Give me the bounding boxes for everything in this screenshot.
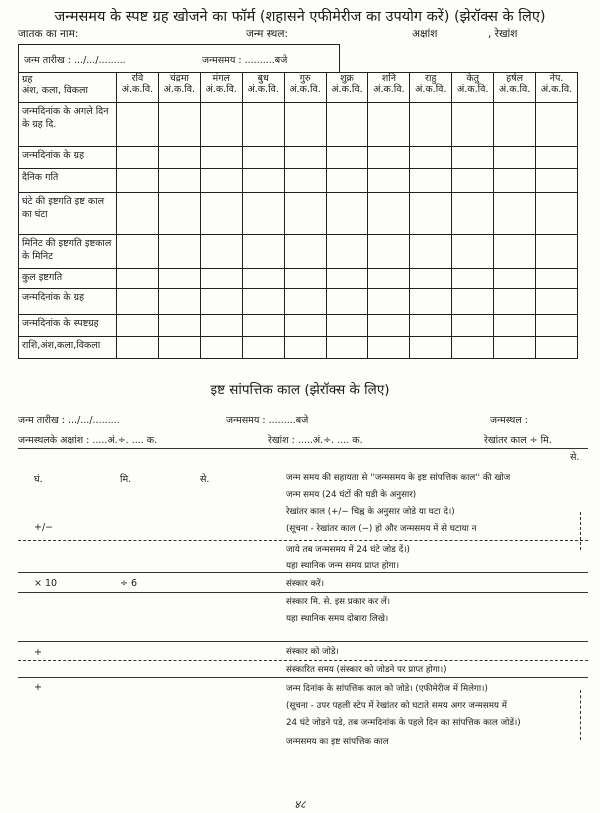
note-5: जाये तब जन्मसमय में 24 घंटे जोड दें।) (286, 545, 410, 555)
value-cell[interactable] (200, 315, 242, 337)
value-cell[interactable] (452, 289, 494, 315)
value-cell[interactable] (117, 337, 159, 359)
planet-unit-label: अं.क.वि. (498, 84, 531, 95)
value-cell[interactable] (368, 289, 410, 315)
planet-name: बुध (257, 73, 269, 84)
note-10: संस्कार को जोडे। (286, 647, 339, 657)
s2-birth-place: जन्मस्थल : (490, 415, 528, 426)
value-cell[interactable] (494, 169, 536, 193)
planet-header (158, 73, 200, 103)
value-cell[interactable] (368, 337, 410, 359)
value-cell[interactable] (494, 103, 536, 147)
value-cell[interactable] (368, 193, 410, 235)
planet-name: नेप. (549, 73, 564, 84)
value-cell[interactable] (410, 235, 452, 269)
planet-unit-label: अं.क.वि. (121, 84, 154, 95)
value-cell[interactable] (158, 235, 200, 269)
note-14: 24 घंटे जोडने पडे, तब जन्मदिनांक के पहले दिन का सांपत्तिक काल जोडें।) (286, 718, 521, 728)
note-9: यहा स्थानिक समय दोबारा लिखे। (286, 614, 389, 624)
value-cell[interactable] (536, 147, 578, 169)
row-label: मिनिट की इष्टगति इष्टकाल के मिनिट (19, 235, 117, 269)
s2-longitude: रेखांश : .....अं.÷. .... क. (268, 435, 363, 446)
value-cell[interactable] (284, 147, 326, 169)
value-cell[interactable] (452, 193, 494, 235)
value-cell[interactable] (452, 235, 494, 269)
value-cell[interactable] (284, 315, 326, 337)
value-cell[interactable] (242, 235, 284, 269)
planet-unit-label: अं.क.वि. (457, 84, 489, 95)
value-cell[interactable] (536, 169, 578, 193)
value-cell[interactable] (117, 169, 159, 193)
value-cell[interactable] (158, 147, 200, 169)
value-cell[interactable] (242, 315, 284, 337)
value-cell[interactable] (368, 235, 410, 269)
birth-time-label: जन्मसमय : ..........बजे (202, 55, 288, 66)
corner-label-units: अंश, कला, विकला (22, 85, 88, 96)
divider-4 (18, 641, 588, 642)
section2-title: इष्ट सांपत्तिक काल (झेरॉक्स के लिए) (210, 382, 390, 398)
value-cell[interactable] (284, 103, 326, 147)
planet-unit-label: अं.क.वि. (540, 84, 573, 95)
planet-name: केतु (466, 73, 480, 84)
planet-name: हर्षल (506, 73, 524, 84)
planet-name: शनि (381, 73, 396, 84)
value-cell[interactable] (452, 103, 494, 147)
value-cell[interactable] (536, 235, 578, 269)
planet-header (410, 73, 452, 103)
planet-unit-label: अं.क.वि. (415, 84, 447, 95)
planet-header (536, 73, 578, 103)
value-cell[interactable] (326, 193, 368, 235)
row-label: घंटे की इष्टगति इष्ट काल का घंटा (19, 193, 117, 235)
value-cell[interactable] (242, 269, 284, 289)
value-cell[interactable] (452, 147, 494, 169)
value-cell[interactable] (242, 103, 284, 147)
planet-header (242, 73, 284, 103)
s2-birth-time: जन्मसमय : .........बजे (226, 415, 309, 426)
note-12: जन्म दिनांक के सांपत्तिक काल को जोडे। (एफीमेरीज में मिलेगा।) (286, 684, 488, 694)
value-cell[interactable] (158, 269, 200, 289)
right-dash-1 (580, 512, 581, 550)
table-header-row (19, 73, 578, 103)
value-cell[interactable] (284, 289, 326, 315)
value-cell[interactable] (536, 269, 578, 289)
value-cell[interactable] (200, 269, 242, 289)
note-7: संस्कार करें। (286, 579, 325, 589)
value-cell[interactable] (410, 315, 452, 337)
row-label: कुल इष्टगति (19, 269, 117, 289)
note-8: संस्कार मि. से. इस प्रकार कर लें। (286, 597, 391, 607)
value-cell[interactable] (200, 169, 242, 193)
page-number: ४८ (294, 798, 306, 811)
planet-name: गुरु (299, 73, 311, 84)
value-cell[interactable] (117, 147, 159, 169)
value-cell[interactable] (326, 235, 368, 269)
note-2: जन्म समय (24 घंटों की घडी के अनुसार) (286, 490, 417, 500)
planet-header (284, 73, 326, 103)
table-row (19, 269, 578, 289)
dash-line-1 (18, 540, 588, 541)
table-row (19, 315, 578, 337)
value-cell[interactable] (200, 289, 242, 315)
row-label: जन्मदिनांक के ग्रह (19, 289, 117, 315)
value-cell[interactable] (200, 235, 242, 269)
value-cell[interactable] (494, 315, 536, 337)
planet-unit-label: अं.क.वि. (163, 84, 196, 95)
value-cell[interactable] (368, 103, 410, 147)
value-cell[interactable] (326, 337, 368, 359)
planet-unit-label: अं.क.वि. (247, 84, 279, 95)
value-cell[interactable] (410, 269, 452, 289)
value-cell[interactable] (368, 147, 410, 169)
value-cell[interactable] (494, 289, 536, 315)
planet-unit-label: अं.क.वि. (289, 84, 321, 95)
col-seconds: से. (200, 474, 210, 485)
value-cell[interactable] (326, 315, 368, 337)
table-row (19, 169, 578, 193)
value-cell[interactable] (536, 193, 578, 235)
table-row (19, 235, 578, 269)
plus-sign-1: + (34, 647, 42, 658)
value-cell[interactable] (242, 337, 284, 359)
corner-label-planet: ग्रह (22, 74, 33, 85)
value-cell[interactable] (410, 147, 452, 169)
table-row (19, 289, 578, 315)
value-cell[interactable] (326, 147, 368, 169)
corner-header (19, 73, 117, 103)
note-4: (सूचना - रेखांतर काल (−) हो और जन्मसमय में से घटाया न (286, 524, 477, 534)
right-dash-2 (580, 690, 581, 740)
planet-header (117, 73, 159, 103)
planet-header (326, 73, 368, 103)
value-cell[interactable] (452, 315, 494, 337)
value-cell[interactable] (368, 315, 410, 337)
value-cell[interactable] (410, 337, 452, 359)
divider-3 (18, 592, 588, 593)
value-cell[interactable] (536, 337, 578, 359)
value-cell[interactable] (452, 337, 494, 359)
value-cell[interactable] (452, 169, 494, 193)
planet-unit-label: अं.क.वि. (373, 84, 405, 95)
note-11: संस्कारित समय (संस्कार को जोडने पर प्राप्त होगा।) (286, 665, 447, 675)
planet-name: रवि (131, 73, 144, 84)
note-15: जन्मसमय का इष्ट सांपत्तिक काल (286, 737, 389, 747)
value-cell[interactable] (368, 169, 410, 193)
table-row (19, 193, 578, 235)
note-6: यहा स्थानिक जन्म समय प्राप्त होगा। (286, 561, 400, 571)
planet-header (200, 73, 242, 103)
value-cell[interactable] (200, 193, 242, 235)
jatak-name-label: जातक का नाम: (18, 28, 79, 40)
value-cell[interactable] (284, 169, 326, 193)
value-cell[interactable] (326, 103, 368, 147)
row-label: दैनिक गति (19, 169, 117, 193)
row-label: जन्मदिनांक के स्पष्टग्रह (19, 315, 117, 337)
value-cell[interactable] (158, 315, 200, 337)
value-cell[interactable] (536, 103, 578, 147)
table-row (19, 337, 578, 359)
col-minutes: मि. (120, 474, 132, 485)
row-label: जन्मदिनांक के अगले दिन के ग्रह दि. (19, 103, 117, 147)
s2-seconds-label: से. (570, 452, 580, 463)
value-cell[interactable] (242, 169, 284, 193)
row-label: जन्मदिनांक के ग्रह (19, 147, 117, 169)
value-cell[interactable] (158, 103, 200, 147)
value-cell[interactable] (410, 193, 452, 235)
page-title: जन्मसमय के स्पष्ट ग्रह खोजने का फॉर्म (शहासने एफीमेरीज का उपयोग करें) (झेरॉक्स के लिए) (54, 9, 546, 25)
value-cell[interactable] (158, 193, 200, 235)
value-cell[interactable] (494, 193, 536, 235)
longitude-label: , रेखांश (488, 28, 518, 40)
value-cell[interactable] (536, 315, 578, 337)
value-cell[interactable] (284, 235, 326, 269)
value-cell[interactable] (284, 193, 326, 235)
s2-latitude: जन्मस्थलके अक्षांश : .....अं.÷. .... क. (18, 435, 158, 446)
value-cell[interactable] (494, 147, 536, 169)
latitude-label: अक्षांश (412, 28, 438, 40)
value-cell[interactable] (536, 289, 578, 315)
value-cell[interactable] (368, 269, 410, 289)
planet-header (368, 73, 410, 103)
value-cell[interactable] (410, 169, 452, 193)
value-cell[interactable] (284, 337, 326, 359)
s2-birth-date: जन्म तारीख : .../.../......... (18, 415, 120, 426)
value-cell[interactable] (117, 235, 159, 269)
value-cell[interactable] (117, 289, 159, 315)
planet-name: राहु (425, 73, 437, 84)
planet-table (18, 72, 578, 359)
planet-name: मंगल (212, 73, 230, 84)
value-cell[interactable] (117, 103, 159, 147)
plus-sign-2: + (34, 682, 42, 693)
value-cell[interactable] (410, 289, 452, 315)
value-cell[interactable] (242, 289, 284, 315)
table-row (19, 147, 578, 169)
value-cell[interactable] (117, 193, 159, 235)
value-cell[interactable] (158, 289, 200, 315)
plus-minus-sign: +/− (34, 522, 54, 533)
value-cell[interactable] (494, 269, 536, 289)
planet-header (452, 73, 494, 103)
value-cell[interactable] (200, 103, 242, 147)
value-cell[interactable] (326, 289, 368, 315)
value-cell[interactable] (158, 337, 200, 359)
value-cell[interactable] (200, 337, 242, 359)
s2-longitude-time: रेखांतर काल ÷ मि. (484, 435, 552, 446)
times-ten: × 10 (34, 578, 58, 589)
col-hours: घं. (34, 474, 43, 485)
value-cell[interactable] (494, 235, 536, 269)
birthplace-label: जन्म स्थल: (246, 28, 288, 40)
value-cell[interactable] (117, 315, 159, 337)
table-row (19, 103, 578, 147)
note-1: जन्म समय की सहायता से ''जन्मसमय के इष्ट सांपत्तिक काल'' की खोज (286, 473, 511, 483)
value-cell[interactable] (158, 169, 200, 193)
value-cell[interactable] (326, 169, 368, 193)
dash-line-2 (18, 660, 588, 661)
value-cell[interactable] (494, 337, 536, 359)
divide-six: ÷ 6 (120, 578, 138, 589)
planet-unit-label: अं.क.वि. (205, 84, 237, 95)
birth-date-label: जन्म तारीख : .../.../......... (24, 55, 126, 66)
value-cell[interactable] (284, 269, 326, 289)
divider-top (18, 448, 588, 449)
planet-unit-label: अं.क.वि. (331, 84, 363, 95)
value-cell[interactable] (200, 147, 242, 169)
value-cell[interactable] (242, 193, 284, 235)
note-3: रेखांतर काल (+/− चिह्न के अनुसार जोडे या घटा दे।) (286, 507, 455, 517)
planet-name: चंद्रमा (169, 73, 189, 84)
row-label: राशि,अंश,कला,विकला (19, 337, 117, 359)
planet-header (494, 73, 536, 103)
note-13: (सूचना - उपर पहली स्टेप में रेखांतर को घटाते समय अगर जन्मसमय में (286, 701, 507, 711)
value-cell[interactable] (452, 269, 494, 289)
value-cell[interactable] (242, 147, 284, 169)
value-cell[interactable] (410, 103, 452, 147)
planet-name: शुक्र (340, 73, 354, 84)
value-cell[interactable] (117, 269, 159, 289)
value-cell[interactable] (326, 269, 368, 289)
divider-5 (18, 677, 588, 678)
